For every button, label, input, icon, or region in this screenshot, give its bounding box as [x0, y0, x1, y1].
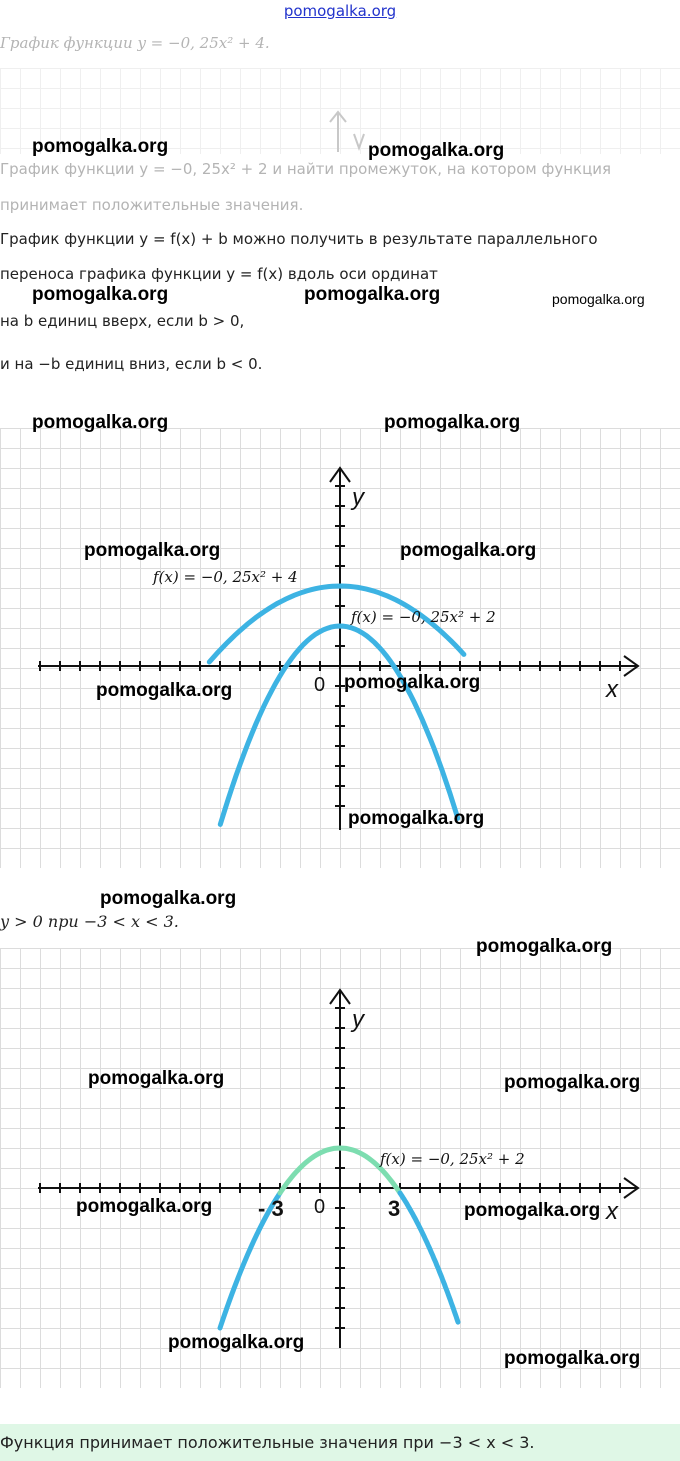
watermark: pomogalka.org	[84, 540, 221, 561]
task-line-3: принимает положительные значения.	[0, 196, 304, 214]
graph-1-y-label: y	[352, 484, 364, 511]
watermark: pomogalka.org	[504, 1072, 641, 1093]
watermark: pomogalka.org	[552, 291, 645, 307]
graph-2-y-label: y	[352, 1006, 364, 1033]
answer-text: Функция принимает положительные значения при −3 < x < 3.	[0, 1433, 535, 1452]
watermark: pomogalka.org	[368, 140, 505, 161]
graph-2-svg	[0, 948, 680, 1388]
watermark: pomogalka.org	[304, 284, 441, 305]
graph-1-x-label: x	[606, 676, 618, 703]
watermark: pomogalka.org	[476, 936, 613, 957]
graph-2-ticks	[40, 1008, 620, 1328]
watermark: pomogalka.org	[96, 680, 233, 701]
theory-line-2: переноса графика функции y = f(x) вдоль оси ординат	[0, 265, 438, 283]
graph-2-curve-right	[400, 1193, 458, 1322]
watermark: pomogalka.org	[168, 1332, 305, 1353]
watermark: pomogalka.org	[88, 1068, 225, 1089]
site-link[interactable]: pomogalka.org	[283, 2, 397, 20]
watermark: pomogalka.org	[100, 888, 237, 909]
watermark: pomogalka.org	[76, 1196, 213, 1217]
watermark: pomogalka.org	[344, 672, 481, 693]
watermark: pomogalka.org	[32, 284, 169, 305]
watermark: pomogalka.org	[504, 1348, 641, 1369]
arrow-up-icon	[326, 108, 366, 158]
result-line: y > 0 при −3 < x < 3.	[0, 912, 179, 931]
graph-1-origin: 0	[314, 674, 326, 696]
watermark: pomogalka.org	[348, 808, 485, 829]
graph-2	[0, 948, 680, 1388]
graph-2-tick-pos3: 3	[388, 1196, 401, 1221]
watermark: pomogalka.org	[400, 540, 537, 561]
graph-2-label: f(x) = −0, 25x² + 2	[380, 1150, 525, 1168]
graph-1-svg	[0, 428, 680, 868]
graph-1-ticks	[40, 486, 620, 806]
theory-line-3: на b единиц вверх, если b > 0,	[0, 312, 245, 330]
theory-line-4: и на −b единиц вниз, если b < 0.	[0, 355, 263, 373]
graph-1-label-bottom: f(x) = −0, 25x² + 2	[351, 608, 496, 626]
task-line-1: График функции y = −0, 25x² + 4.	[0, 34, 270, 52]
watermark: pomogalka.org	[32, 412, 169, 433]
watermark: pomogalka.org	[32, 136, 169, 157]
watermark: pomogalka.org	[384, 412, 521, 433]
task-line-2: График функции y = −0, 25x² + 2 и найти промежуток, на котором функция	[0, 160, 612, 178]
graph-2-origin: 0	[314, 1196, 326, 1218]
graph-1-label-top: f(x) = −0, 25x² + 4	[153, 568, 298, 586]
graph-2-tick-neg3: - 3	[258, 1196, 284, 1221]
graph-1	[0, 428, 680, 868]
watermark: pomogalka.org	[464, 1200, 601, 1221]
graph-2-x-label: x	[606, 1198, 618, 1225]
answer-box	[0, 1424, 680, 1461]
theory-line-1: График функции y = f(x) + b можно получить в результате параллельного	[0, 230, 598, 248]
